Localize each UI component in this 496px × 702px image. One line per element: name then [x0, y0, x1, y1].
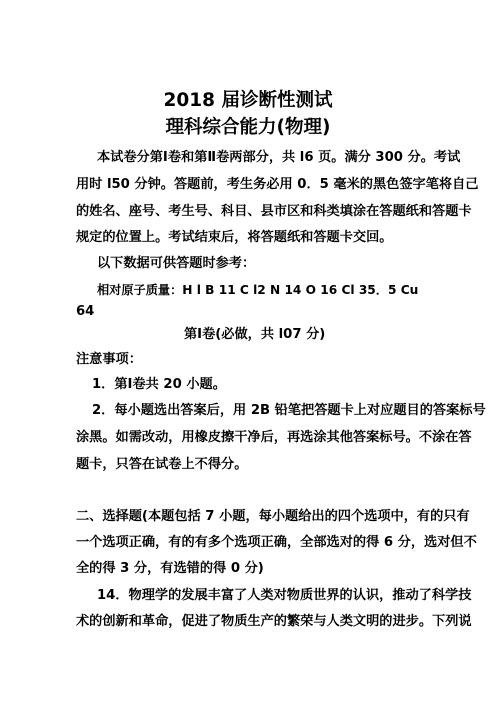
section1-heading: 第Ⅰ卷(必做，共 l07 分) [184, 327, 326, 342]
intro-line-2: 用时 l50 分钟。答题前，考生务必用 0．5 毫米的黑色签字笔将自己 [76, 177, 479, 192]
question-14-line-2: 术的创新和革命，促进了物质生产的繁荣与人类文明的进步。下列说 [76, 614, 472, 629]
note-2-line-3: 题卡，只答在试卷上不得分。 [76, 457, 248, 472]
intro-line-3: 的姓名、座号、考生号、科目、县市区和科类填涂在答题纸和答题卡 [76, 204, 472, 219]
note-2-line-2: 涂黑。如需改动，用橡皮擦干净后，再选涂其他答案标号。不涂在答 [76, 430, 472, 445]
atomic-mass-line-2: 64 [76, 304, 95, 319]
section2-line-1: 二、选择题(本题包括 7 小题，每小题给出的四个选项中，有的只有 [76, 509, 470, 524]
question-14-line-1: 14．物理学的发展丰富了人类对物质世界的认识，推动了科学技 [97, 588, 472, 603]
section2-line-2: 一个选项正确，有的有多个选项正确，全部选对的得 6 分，选对但不 [76, 535, 477, 550]
exam-subject-title: 理科综合能力(物理) [165, 117, 331, 138]
note-1: 1．第Ⅰ卷共 20 小题。 [92, 377, 226, 392]
exam-title: 2018 届诊断性测试 [163, 90, 333, 111]
intro-line-1: 本试卷分第Ⅰ卷和第Ⅱ卷两部分，共 l6 页。满分 300 分。考试 [97, 150, 461, 165]
intro-line-4: 规定的位置上。考试结束后，将答题纸和答题卡交回。 [76, 230, 393, 245]
atomic-mass-line-1: 相对原子质量：H l B 11 C l2 N 14 O 16 Cl 35．5 Cu [97, 283, 419, 297]
reference-note: 以下数据可供答题时参考： [97, 256, 256, 271]
note-2-line-1: 2．每小题选出答案后，用 2B 铅笔把答题卡上对应题目的答案标号 [92, 403, 486, 418]
notes-heading: 注意事项： [76, 352, 142, 367]
section2-line-3: 全的得 3 分，有选错的得 0 分) [76, 561, 264, 576]
